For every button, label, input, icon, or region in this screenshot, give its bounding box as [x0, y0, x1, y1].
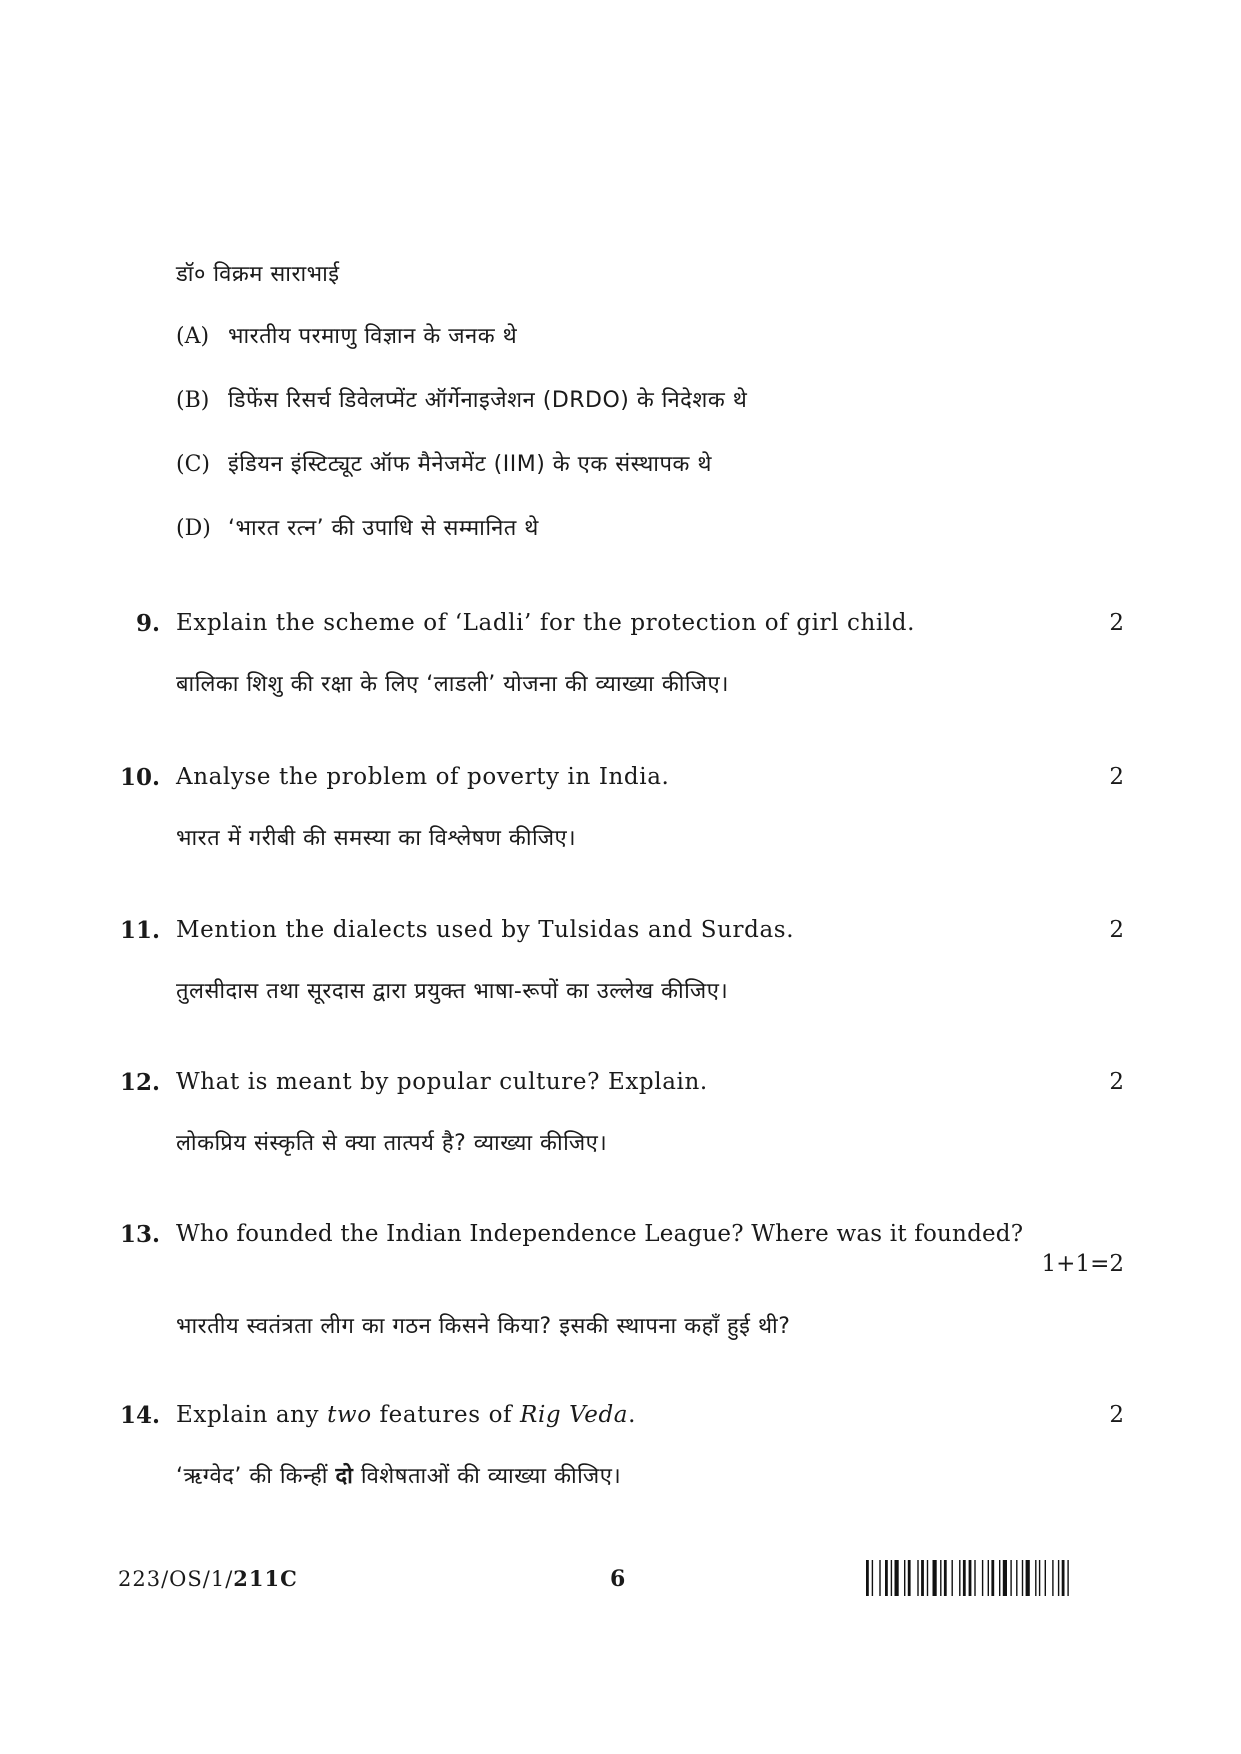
barcode-bar [921, 1560, 924, 1596]
barcode-bar [1067, 1560, 1068, 1596]
q8-option-b [176, 384, 747, 414]
barcode-bar [908, 1560, 911, 1596]
emphasis-rig-veda: Rig Veda [520, 1402, 629, 1428]
question-text-hi: तुलसीदास तथा सूरदास द्वारा प्रयुक्त भाषा-रूपों का उल्लेख कीजिए। [176, 979, 729, 1004]
barcode-bar [944, 1560, 947, 1596]
question-number: 10. [119, 764, 160, 791]
option-text: ‘भारत रत्न’ की उपाधि से सम्मानित थे [228, 516, 539, 541]
question-marks: 2 [1109, 917, 1124, 943]
text-run: features of [371, 1402, 521, 1428]
text-run: ‘ऋग्वेद’ की किन्हीं [176, 1464, 336, 1489]
question-marks: 2 [1109, 1069, 1124, 1095]
barcode-bar [999, 1560, 1000, 1596]
question-number: 14. [119, 1402, 160, 1429]
option-letter: (C) [176, 452, 210, 477]
question-number: 13. [119, 1221, 160, 1248]
q8-option-d [176, 512, 539, 542]
page-number: 6 [610, 1566, 626, 1592]
option-text: इंडियन इंस्टिट्यूट ऑफ मैनेजमेंट (IIM) के एक संस्थापक थे [228, 452, 712, 477]
option-text: डिफेंस रिसर्च डिवेलप्मेंट ऑर्गेनाइजेशन (DRDO) के निदेशक थे [228, 388, 748, 413]
emphasis-two: two [327, 1402, 372, 1428]
question-text-en: Explain the scheme of ‘Ladli’ for the protection of girl child. [176, 610, 916, 636]
question-text-hi: लोकप्रिय संस्कृति से क्या तात्पर्य है? व्याख्या कीजिए। [176, 1131, 608, 1156]
question-text-en: Who founded the Indian Independence League? Where was it founded? [176, 1221, 1024, 1247]
paper-code-prefix: 223/OS/1/ [118, 1567, 234, 1591]
question-number: 11. [119, 917, 160, 944]
q8-option-a [176, 320, 517, 350]
barcode-bar [1045, 1560, 1046, 1596]
barcode-bar [1026, 1560, 1030, 1596]
barcode-bar [866, 1560, 869, 1596]
option-letter: (B) [176, 388, 210, 413]
barcode-bar [959, 1560, 960, 1596]
barcode-image [866, 1560, 1132, 1596]
barcode-bar [1016, 1560, 1017, 1596]
barcode-bar [988, 1560, 989, 1596]
barcode-bar [917, 1560, 918, 1596]
text-run: Explain any [176, 1402, 328, 1428]
barcode-bar [891, 1560, 892, 1596]
barcode-bar [982, 1560, 983, 1596]
barcode-bar [904, 1560, 905, 1596]
option-letter: (D) [176, 516, 211, 541]
question-text-hi: भारतीय स्वतंत्रता लीग का गठन किसने किया? इसकी स्थापना कहाँ हुई थी? [176, 1314, 791, 1339]
barcode-bar [933, 1560, 937, 1596]
question-text-en: Analyse the problem of poverty in India. [176, 764, 670, 790]
barcode-bar [963, 1560, 966, 1596]
paper-code-bold: 211C [233, 1566, 298, 1591]
question-text-en: What is meant by popular culture? Explain. [176, 1069, 708, 1095]
question-number: 12. [119, 1069, 160, 1096]
question-marks: 2 [1109, 764, 1124, 790]
barcode-bar [974, 1560, 975, 1596]
barcode-bar [1003, 1560, 1007, 1596]
barcode-bar [927, 1560, 928, 1596]
option-letter: (A) [176, 324, 210, 349]
question-text-hi [176, 1460, 621, 1490]
question-text-en: Mention the dialects used by Tulsidas and Surdas. [176, 917, 795, 943]
barcode-bar [872, 1560, 873, 1596]
barcode-bar [991, 1560, 994, 1596]
emphasis-do: दो [335, 1464, 354, 1489]
barcode-bar [1010, 1560, 1011, 1596]
barcode-bar [895, 1560, 899, 1596]
barcode-bar [1035, 1560, 1036, 1596]
barcode-bar [969, 1560, 972, 1596]
question-number: 9. [135, 610, 160, 637]
barcode-bar [885, 1560, 888, 1596]
barcode-bar [1022, 1560, 1023, 1596]
barcode-bar [1058, 1560, 1059, 1596]
question-text-hi: बालिका शिशु की रक्षा के लिए ‘लाडली’ योजना की व्याख्या कीजिए। [176, 672, 729, 697]
option-text: भारतीय परमाणु विज्ञान के जनक थे [228, 324, 518, 349]
question-text-hi: भारत में गरीबी की समस्या का विश्लेषण कीजिए। [176, 826, 577, 851]
barcode-bar [1039, 1560, 1040, 1596]
barcode-bar [940, 1560, 941, 1596]
barcode-bar [1052, 1560, 1053, 1596]
question-text-en [176, 1402, 636, 1428]
text-run: विशेषताओं की व्याख्या कीजिए। [353, 1464, 622, 1489]
barcode-bar [952, 1560, 953, 1596]
question-marks: 1+1=2 [1041, 1251, 1124, 1277]
q8-stem-hi: डॉ० विक्रम साराभाई [176, 262, 340, 287]
paper-code [118, 1566, 298, 1591]
question-marks: 2 [1109, 1402, 1124, 1428]
barcode-bar [879, 1560, 880, 1596]
text-run: . [628, 1402, 637, 1428]
question-marks: 2 [1109, 610, 1124, 636]
q8-option-c [176, 448, 712, 478]
barcode-bar [1062, 1560, 1065, 1596]
